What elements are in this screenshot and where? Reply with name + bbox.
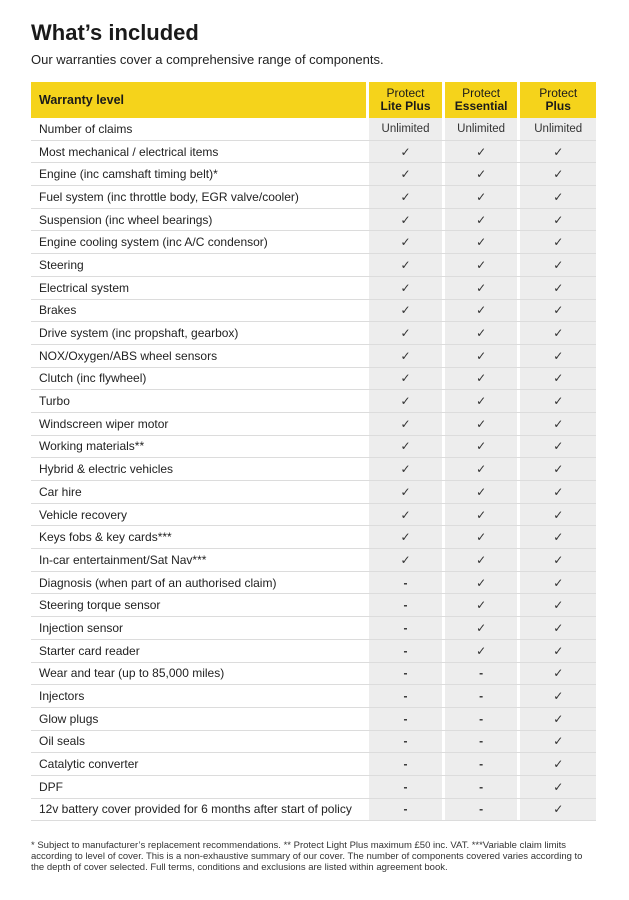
row-label: Most mechanical / electrical items: [39, 144, 219, 159]
row-label: Clutch (inc flywheel): [39, 371, 147, 386]
check-icon: ✓: [520, 549, 596, 571]
check-icon: ✓: [445, 277, 518, 299]
not-included-dash: -: [445, 663, 518, 685]
table-row: [31, 186, 596, 209]
check-icon: ✓: [445, 231, 518, 253]
check-icon: ✓: [445, 526, 518, 548]
check-icon: ✓: [369, 231, 442, 253]
check-icon: ✓: [520, 209, 596, 231]
check-icon: ✓: [369, 526, 442, 548]
row-label: Brakes: [39, 303, 77, 318]
not-included-dash: -: [369, 685, 442, 707]
check-icon: ✓: [520, 685, 596, 707]
table-row: [31, 209, 596, 232]
check-icon: ✓: [369, 481, 442, 503]
check-icon: ✓: [520, 572, 596, 594]
table-row: [31, 481, 596, 504]
check-icon: ✓: [369, 186, 442, 208]
row-label: Steering torque sensor: [39, 598, 161, 613]
table-row: [31, 572, 596, 595]
check-icon: ✓: [445, 300, 518, 322]
check-icon: ✓: [520, 617, 596, 639]
check-icon: ✓: [520, 186, 596, 208]
table-row: [31, 141, 596, 164]
check-icon: ✓: [369, 458, 442, 480]
row-label: Vehicle recovery: [39, 507, 128, 522]
row-label: Wear and tear (up to 85,000 miles): [39, 666, 225, 681]
check-icon: ✓: [445, 436, 518, 458]
check-icon: ✓: [369, 141, 442, 163]
table-row: [31, 436, 596, 459]
row-label: DPF: [39, 779, 63, 794]
check-icon: ✓: [445, 254, 518, 276]
table-row: [31, 254, 596, 277]
check-icon: ✓: [445, 413, 518, 435]
table-row: [31, 368, 596, 391]
column-header-plus: [520, 82, 596, 118]
table-row: [31, 118, 596, 141]
check-icon: ✓: [520, 526, 596, 548]
row-label: Working materials**: [39, 439, 145, 454]
table-row: [31, 617, 596, 640]
check-icon: ✓: [445, 390, 518, 412]
check-icon: ✓: [369, 413, 442, 435]
check-icon: ✓: [445, 368, 518, 390]
row-label: Injectors: [39, 689, 85, 704]
column-header-line2: Essential: [454, 99, 508, 113]
check-icon: ✓: [520, 504, 596, 526]
table-row: [31, 799, 596, 822]
table-row: [31, 345, 596, 368]
check-icon: ✓: [520, 663, 596, 685]
not-included-dash: -: [445, 776, 518, 798]
table-row: [31, 526, 596, 549]
check-icon: ✓: [369, 549, 442, 571]
table-row: [31, 458, 596, 481]
not-included-dash: -: [369, 776, 442, 798]
check-icon: ✓: [445, 640, 518, 662]
not-included-dash: -: [445, 708, 518, 730]
row-label: Engine cooling system (inc A/C condensor): [39, 235, 268, 250]
table-row: [31, 663, 596, 686]
table-row: [31, 163, 596, 186]
row-label: NOX/Oxygen/ABS wheel sensors: [39, 348, 218, 363]
cell-value: Unlimited: [445, 118, 518, 140]
check-icon: ✓: [369, 254, 442, 276]
check-icon: ✓: [445, 481, 518, 503]
check-icon: ✓: [520, 776, 596, 798]
footnote: * Subject to manufacturer’s replacement recommendations. ** Protect Light Plus maximum £50 inc. VAT. ***Variable claim limits according to level of cover. This is a non-exhaustive summary of our cover. The number of components covered varies according to the depth of cover selected. Full terms, conditions and exclusions are listed within agreement book.: [31, 840, 583, 873]
page-title: What’s included: [31, 20, 199, 45]
row-label: Hybrid & electric vehicles: [39, 462, 174, 477]
row-label: Starter card reader: [39, 643, 140, 658]
check-icon: ✓: [445, 141, 518, 163]
row-label: Suspension (inc wheel bearings): [39, 212, 213, 227]
check-icon: ✓: [445, 594, 518, 616]
check-icon: ✓: [369, 163, 442, 185]
not-included-dash: -: [445, 753, 518, 775]
check-icon: ✓: [445, 549, 518, 571]
check-icon: ✓: [520, 799, 596, 821]
row-label: Number of claims: [39, 121, 133, 136]
check-icon: ✓: [520, 436, 596, 458]
table-row: [31, 731, 596, 754]
table-row: [31, 708, 596, 731]
check-icon: ✓: [369, 300, 442, 322]
check-icon: ✓: [445, 572, 518, 594]
row-label: Fuel system (inc throttle body, EGR valve/cooler): [39, 189, 299, 204]
row-label: Diagnosis (when part of an authorised claim): [39, 575, 277, 590]
cell-value: Unlimited: [369, 118, 442, 140]
not-included-dash: -: [445, 731, 518, 753]
warranty-comparison-table: [31, 82, 596, 821]
check-icon: ✓: [369, 322, 442, 344]
check-icon: ✓: [520, 277, 596, 299]
table-row: [31, 277, 596, 300]
row-label: Injection sensor: [39, 620, 124, 635]
table-row: [31, 390, 596, 413]
not-included-dash: -: [369, 753, 442, 775]
check-icon: ✓: [520, 708, 596, 730]
check-icon: ✓: [369, 209, 442, 231]
row-label: Glow plugs: [39, 711, 99, 726]
row-label: Car hire: [39, 484, 82, 499]
table-body: [31, 118, 596, 821]
check-icon: ✓: [520, 458, 596, 480]
check-icon: ✓: [520, 390, 596, 412]
check-icon: ✓: [520, 594, 596, 616]
column-header-line2: Lite Plus: [380, 99, 431, 113]
check-icon: ✓: [520, 368, 596, 390]
row-label: Drive system (inc propshaft, gearbox): [39, 326, 239, 341]
check-icon: ✓: [369, 368, 442, 390]
row-label: In-car entertainment/Sat Nav***: [39, 552, 207, 567]
table-row: [31, 504, 596, 527]
row-label: Keys fobs & key cards***: [39, 530, 172, 545]
not-included-dash: -: [369, 640, 442, 662]
not-included-dash: -: [369, 708, 442, 730]
check-icon: ✓: [520, 300, 596, 322]
row-label: 12v battery cover provided for 6 months after start of policy: [39, 802, 352, 817]
check-icon: ✓: [445, 163, 518, 185]
check-icon: ✓: [445, 617, 518, 639]
check-icon: ✓: [369, 277, 442, 299]
not-included-dash: -: [445, 685, 518, 707]
not-included-dash: -: [369, 799, 442, 821]
header-label: Warranty level: [31, 82, 366, 118]
table-row: [31, 549, 596, 572]
check-icon: ✓: [445, 504, 518, 526]
row-label: Oil seals: [39, 734, 86, 749]
check-icon: ✓: [445, 322, 518, 344]
table-row: [31, 322, 596, 345]
table-row: [31, 231, 596, 254]
check-icon: ✓: [520, 731, 596, 753]
row-label: Catalytic converter: [39, 757, 139, 772]
row-label: Windscreen wiper motor: [39, 416, 169, 431]
check-icon: ✓: [369, 345, 442, 367]
table-row: [31, 594, 596, 617]
check-icon: ✓: [445, 345, 518, 367]
row-label: Turbo: [39, 394, 70, 409]
not-included-dash: -: [369, 572, 442, 594]
page-subtitle: Our warranties cover a comprehensive range of components.: [31, 52, 384, 67]
column-header-line1: Protect: [539, 86, 578, 100]
check-icon: ✓: [520, 163, 596, 185]
cell-value: Unlimited: [520, 118, 596, 140]
check-icon: ✓: [520, 640, 596, 662]
check-icon: ✓: [369, 504, 442, 526]
column-header-lite-plus: [369, 82, 442, 118]
table-row: [31, 753, 596, 776]
check-icon: ✓: [520, 231, 596, 253]
row-label: Engine (inc camshaft timing belt)*: [39, 167, 218, 182]
table-header-row: [31, 82, 596, 118]
not-included-dash: -: [369, 594, 442, 616]
column-header-essential: [445, 82, 518, 118]
check-icon: ✓: [445, 209, 518, 231]
check-icon: ✓: [520, 322, 596, 344]
not-included-dash: -: [369, 731, 442, 753]
not-included-dash: -: [369, 617, 442, 639]
table-row: [31, 776, 596, 799]
check-icon: ✓: [520, 413, 596, 435]
table-row: [31, 685, 596, 708]
check-icon: ✓: [369, 390, 442, 412]
row-label: Steering: [39, 257, 84, 272]
not-included-dash: -: [369, 663, 442, 685]
check-icon: ✓: [369, 436, 442, 458]
table-row: [31, 640, 596, 663]
check-icon: ✓: [520, 345, 596, 367]
check-icon: ✓: [520, 254, 596, 276]
column-header-line2: Plus: [545, 99, 571, 113]
row-label: Electrical system: [39, 280, 130, 295]
column-header-line1: Protect: [462, 86, 501, 100]
table-row: [31, 300, 596, 323]
check-icon: ✓: [445, 458, 518, 480]
column-header-line1: Protect: [386, 86, 425, 100]
check-icon: ✓: [520, 141, 596, 163]
not-included-dash: -: [445, 799, 518, 821]
check-icon: ✓: [445, 186, 518, 208]
check-icon: ✓: [520, 481, 596, 503]
check-icon: ✓: [520, 753, 596, 775]
table-row: [31, 413, 596, 436]
